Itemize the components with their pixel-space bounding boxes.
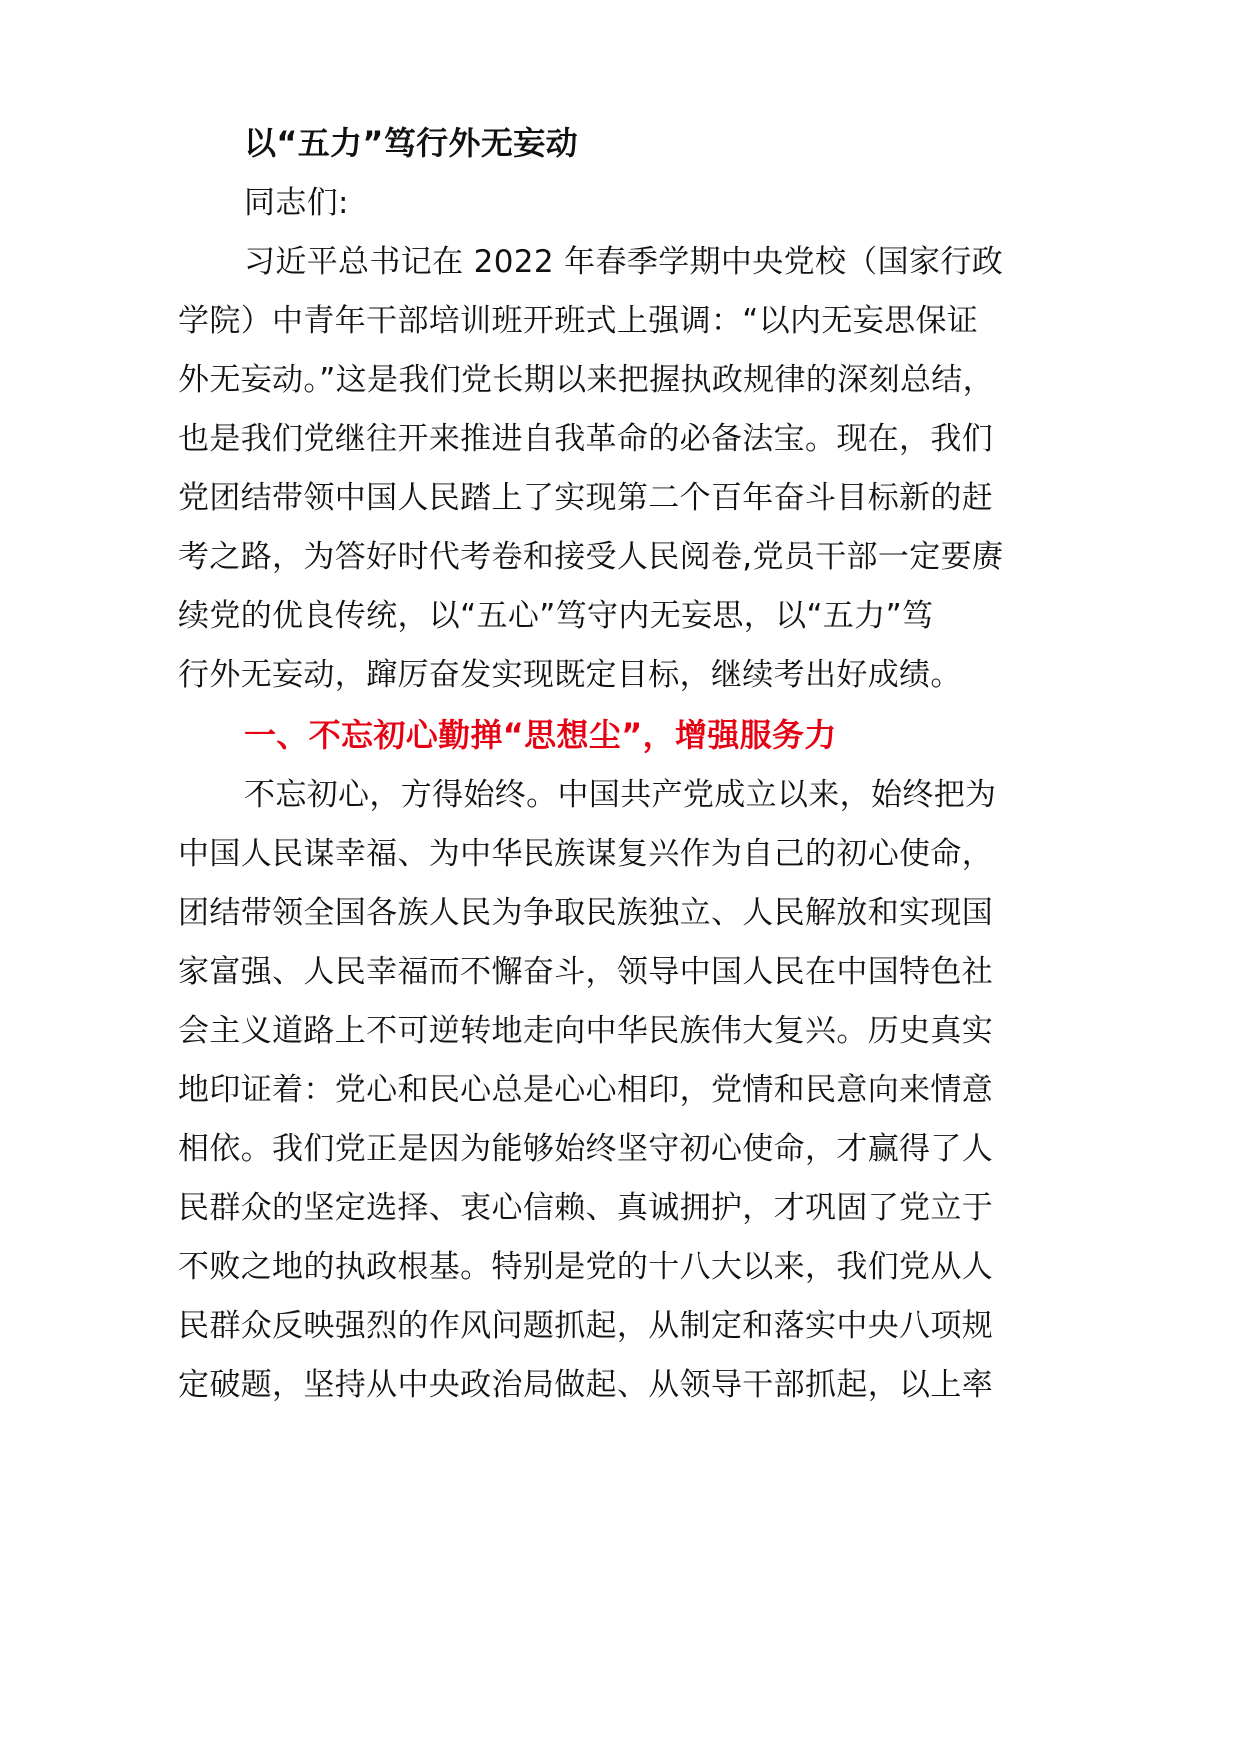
paragraph-line: 也是我们党继往开来推进自我革命的必备法宝。现在，我们 <box>178 421 994 457</box>
paragraph-line: 不忘初心，方得始终。中国共产党成立以来，始终把为 <box>244 777 997 813</box>
paragraph-line: 行外无妄动，蹿厉奋发实现既定目标，继续考出好成绩。 <box>178 657 962 693</box>
paragraph-line: 不败之地的执政根基。特别是党的十八大以来，我们党从人 <box>178 1249 994 1285</box>
paragraph-line: 民群众反映强烈的作风问题抓起，从制定和落实中央八项规 <box>178 1308 994 1344</box>
paragraph-line: 习近平总书记在 2022 年春季学期中央党校（国家行政 <box>244 244 1004 280</box>
paragraph-line: 定破题，坚持从中央政治局做起、从领导干部抓起，以上率 <box>178 1367 994 1403</box>
paragraph-line: 相依。我们党正是因为能够始终坚守初心使命，才赢得了人 <box>178 1131 994 1167</box>
salutation: 同志们: <box>244 185 349 221</box>
paragraph-line: 中国人民谋幸福、为中华民族谋复兴作为自己的初心使命， <box>178 836 994 872</box>
paragraph-line: 地印证着：党心和民心总是心心相印，党情和民意向来情意 <box>178 1072 994 1108</box>
paragraph-line: 民群众的坚定选择、衷心信赖、真诚拥护，才巩固了党立于 <box>178 1190 994 1226</box>
paragraph-line: 考之路，为答好时代考卷和接受人民阅卷,党员干部一定要赓 <box>178 539 1004 575</box>
paragraph-line: 家富强、人民幸福而不懈奋斗，领导中国人民在中国特色社 <box>178 954 994 990</box>
section-heading: 一、不忘初心勤掸“思想尘”，增强服务力 <box>244 716 837 754</box>
paragraph-line: 外无妄动。”这是我们党长期以来把握执政规律的深刻总结， <box>178 362 995 398</box>
paragraph-line: 党团结带领中国人民踏上了实现第二个百年奋斗目标新的赶 <box>178 480 994 516</box>
paragraph-line: 学院）中青年干部培训班开班式上强调：“以内无妄思保证 <box>178 303 979 339</box>
paragraph-line: 续党的优良传统，以“五心”笃守内无妄思，以“五力”笃 <box>178 598 934 634</box>
paragraph-line: 团结带领全国各族人民为争取民族独立、人民解放和实现国 <box>178 895 994 931</box>
document-title: 以“五力”笃行外无妄动 <box>244 124 578 162</box>
paragraph-line: 会主义道路上不可逆转地走向中华民族伟大复兴。历史真实 <box>178 1013 994 1049</box>
